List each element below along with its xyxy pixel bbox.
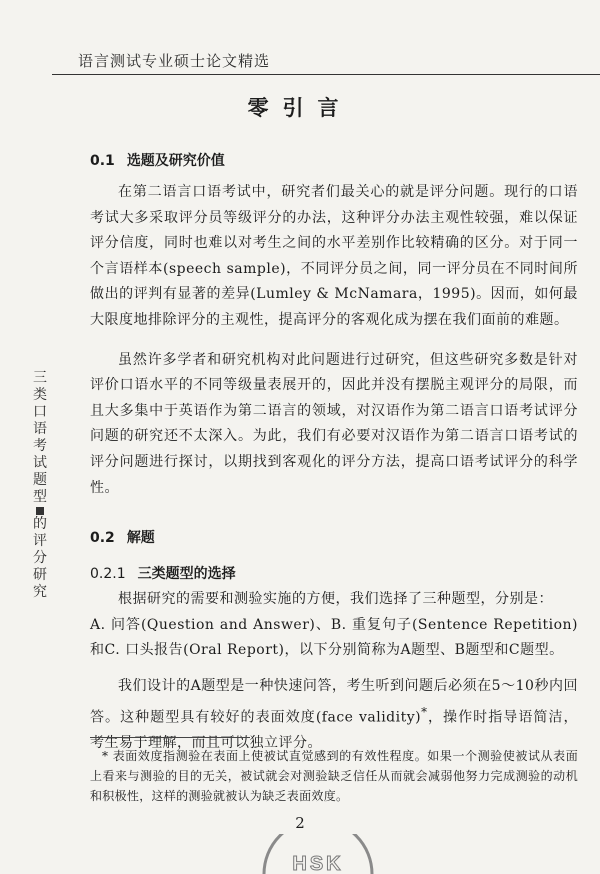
footnote-reference-mark[interactable]: * bbox=[421, 704, 428, 719]
footnote-rule bbox=[90, 737, 250, 738]
paragraph-1: 在第二语言口语考试中，研究者们最关心的就是评分问题。现行的口语考试大多采取评分员等级评分的办法，这种评分办法主观性较强，难以保证评分信度，同时也难以对考生之间的水平差别作比较精确的区分。对于同一个言语样本(speech sample)，不同评分员之间，同一评分员在不同时间所做出的评判有显著的差异(Lumley & McNamara，1995)。因而，如何最大限度地排除评分的主观性，提高评分的客观化成为摆在我们面前的难题。 bbox=[90, 184, 578, 328]
hsk-logo bbox=[258, 834, 378, 874]
spine-char: 的 bbox=[33, 516, 47, 532]
footnote-area bbox=[90, 737, 578, 806]
section-title: 解题 bbox=[126, 530, 155, 547]
spine-text-top bbox=[28, 370, 52, 506]
section-title: 选题及研究价值 bbox=[126, 153, 225, 169]
paragraph-4: A. 问答(Question and Answer)、B. 重复句子(Sentence Repetition)和C. 口头报告(Oral Report)，以下分别简称为A题型、B题型和C题型。 bbox=[90, 616, 578, 659]
page-number: 2 bbox=[295, 814, 305, 832]
main-content bbox=[90, 150, 578, 756]
section-title: 三类题型的选择 bbox=[137, 566, 236, 583]
side-spine-title bbox=[28, 370, 52, 601]
section-heading-0-2-1 bbox=[90, 563, 578, 583]
spine-square-mark bbox=[36, 507, 44, 515]
paragraph-5-text-cont: ，操作时指导语简洁，考生易于理解，而且可以独立评分。 bbox=[90, 709, 578, 751]
spine-char: 语 bbox=[33, 421, 47, 437]
footnote-mark: * bbox=[102, 749, 109, 763]
spine-char: 评 bbox=[33, 533, 47, 549]
spine-char: 题 bbox=[33, 472, 47, 488]
header-rule bbox=[52, 74, 600, 75]
spine-char: 研 bbox=[33, 567, 47, 583]
spine-char: 类 bbox=[33, 387, 47, 403]
section-number: 0.2.1 bbox=[90, 566, 126, 583]
spine-text-bottom bbox=[28, 516, 52, 601]
footnote bbox=[90, 746, 578, 806]
chapter-title: 零引言 bbox=[247, 96, 353, 120]
spine-char: 三 bbox=[33, 370, 47, 386]
paragraph-2: 虽然许多学者和研究机构对此问题进行过研究，但这些研究多数是针对评价口语水平的不同等级量表展开的，因此并没有摆脱主观评分的局限，而且大多集中于英语作为第二语言的领域，对汉语作为第二语言口语考试评分问题的研究还不太深入。为此，我们有必要对汉语作为第二语言口语考试的评分问题进行探讨，以期找到客观化的评分方法，提高口语考试评分的科学性。 bbox=[90, 351, 578, 496]
section-heading-0-1 bbox=[90, 150, 578, 170]
section-number: 0.2 bbox=[90, 530, 115, 547]
spine-char: 考 bbox=[33, 438, 47, 454]
footnote-text: 表面效度指测验在表面上使被试直觉感到的有效性程度。如果一个测验使被试从表面上看来与测验的目的无关，被试就会对测验缺乏信任从而就会减弱他努力完成测验的动机和积极性，这样的测验就被认为缺乏表面效度。 bbox=[90, 749, 578, 803]
logo-text: HSK bbox=[292, 853, 344, 874]
spine-char: 分 bbox=[33, 550, 47, 566]
spine-char: 究 bbox=[33, 584, 47, 600]
running-header: 语言测试专业硕士论文精选 bbox=[78, 52, 271, 70]
paragraph-5-text: 我们设计的A题型是一种快速问答，考生听到问题后必须在5～10秒内回答。这种题型具有较好的表面效度(face validity) bbox=[90, 677, 578, 726]
spine-char: 型 bbox=[33, 489, 47, 505]
spine-char: 口 bbox=[33, 404, 47, 420]
spine-char: 试 bbox=[33, 455, 47, 471]
paragraph-3: 根据研究的需要和测验实施的方便，我们选择了三种题型，分别是： bbox=[118, 591, 553, 608]
section-number: 0.1 bbox=[90, 153, 115, 169]
section-heading-0-2 bbox=[90, 527, 578, 547]
